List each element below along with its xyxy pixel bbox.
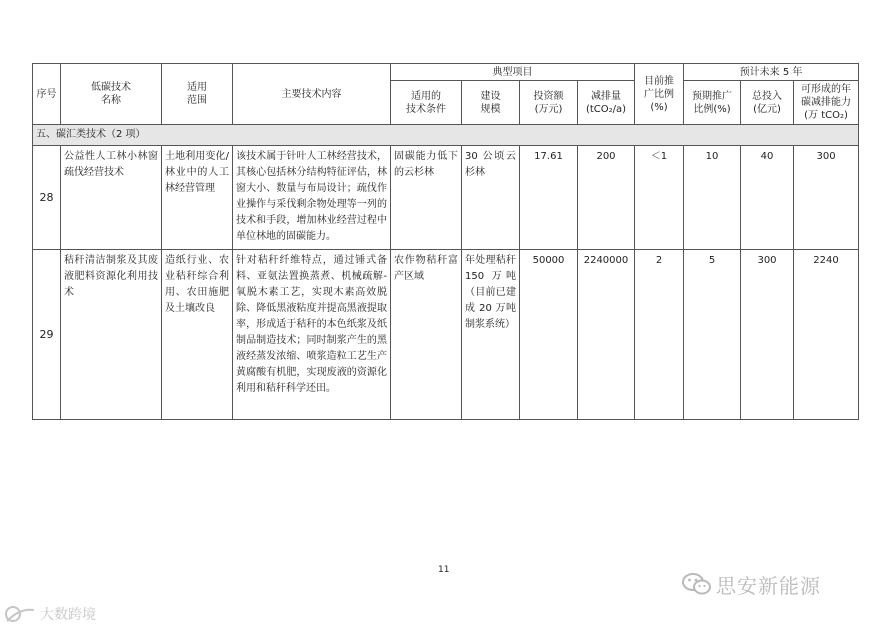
row-tech-name: 秸秆清洁制浆及其废液肥料资源化利用技术 [61,250,162,420]
header-total-investment: 总投入 (亿元) [741,81,794,125]
header-forecast: 预计未来 5 年 [684,64,859,81]
row-investment: 17.61 [520,146,578,250]
row-investment: 50000 [520,250,578,420]
row-content: 该技术属于针叶人工林经营技术，其核心包括林分结构特征评估，林窗大小、数量与布局设计；疏伐作业操作与采伐剩余物处理等一列的技术和手段，增加林业经营过程中单位林地的固碳能力。 [233,146,391,250]
row-reduction: 200 [578,146,635,250]
header-current-ratio: 目前推 广比例 (%) [635,64,684,125]
logo-icon [4,604,36,624]
row-conditions: 农作物秸秆富产区域 [391,250,462,420]
row-seq: 29 [33,250,61,420]
header-tech-conditions: 适用的 技术条件 [391,81,462,125]
technology-table [32,63,859,420]
header-seq: 序号 [33,64,61,125]
table-row [33,146,859,250]
section-title: 五、碳汇类技术（2 项） [33,125,859,146]
row-scope: 土地利用变化/林业中的人工林经营管理 [162,146,233,250]
row-total-investment: 300 [741,250,794,420]
header-investment: 投资额 (万元) [520,81,578,125]
row-capacity: 300 [794,146,859,250]
table-row [33,250,859,420]
wechat-icon [682,572,712,596]
header-expected-ratio: 预期推广 比例(%) [684,81,741,125]
row-capacity: 2240 [794,250,859,420]
row-tech-name: 公益性人工林小林窗疏伐经营技术 [61,146,162,250]
header-tech-name: 低碳技术 名称 [61,64,162,125]
header-reduction: 减排量 (tCO₂/a) [578,81,635,125]
header-capacity: 可形成的年 碳减排能力 (万 tCO₂) [794,81,859,125]
header-scope: 适用 范围 [162,64,233,125]
watermark-right-text: 思安新能源 [716,573,821,598]
watermark-right [682,571,821,597]
row-scale: 30 公顷云杉林 [462,146,520,250]
watermark-left-text: 大数跨境 [40,607,96,623]
watermark-left [4,603,96,625]
row-content: 针对秸秆纤维特点，通过锤式备料、亚氨法置换蒸煮、机械疏解-氧脱木素工艺，实现木素高效脱除、降低黑液粘度并提高黑液提取率，形成适于秸秆的本色纸浆及纸制品制造技术；同时制浆产生的黑液经蒸发浓缩、喷浆造粒工艺生产黄腐酸有机肥，实现废液的资源化利用和秸秆科学还田。 [233,250,391,420]
header-typical-project: 典型项目 [391,64,635,81]
row-scope: 造纸行业、农业秸秆综合利用、农田施肥及土壤改良 [162,250,233,420]
row-reduction: 2240000 [578,250,635,420]
row-seq: 28 [33,146,61,250]
row-conditions: 固碳能力低下的云杉林 [391,146,462,250]
row-expected-ratio: 5 [684,250,741,420]
row-expected-ratio: 10 [684,146,741,250]
page-number: 11 [438,565,450,575]
row-total-investment: 40 [741,146,794,250]
row-scale: 年处理秸秆 150 万吨（目前已建成 20 万吨制浆系统） [462,250,520,420]
row-current-ratio: ＜1 [635,146,684,250]
header-content: 主要技术内容 [233,64,391,125]
header-scale: 建设 规模 [462,81,520,125]
row-current-ratio: 2 [635,250,684,420]
